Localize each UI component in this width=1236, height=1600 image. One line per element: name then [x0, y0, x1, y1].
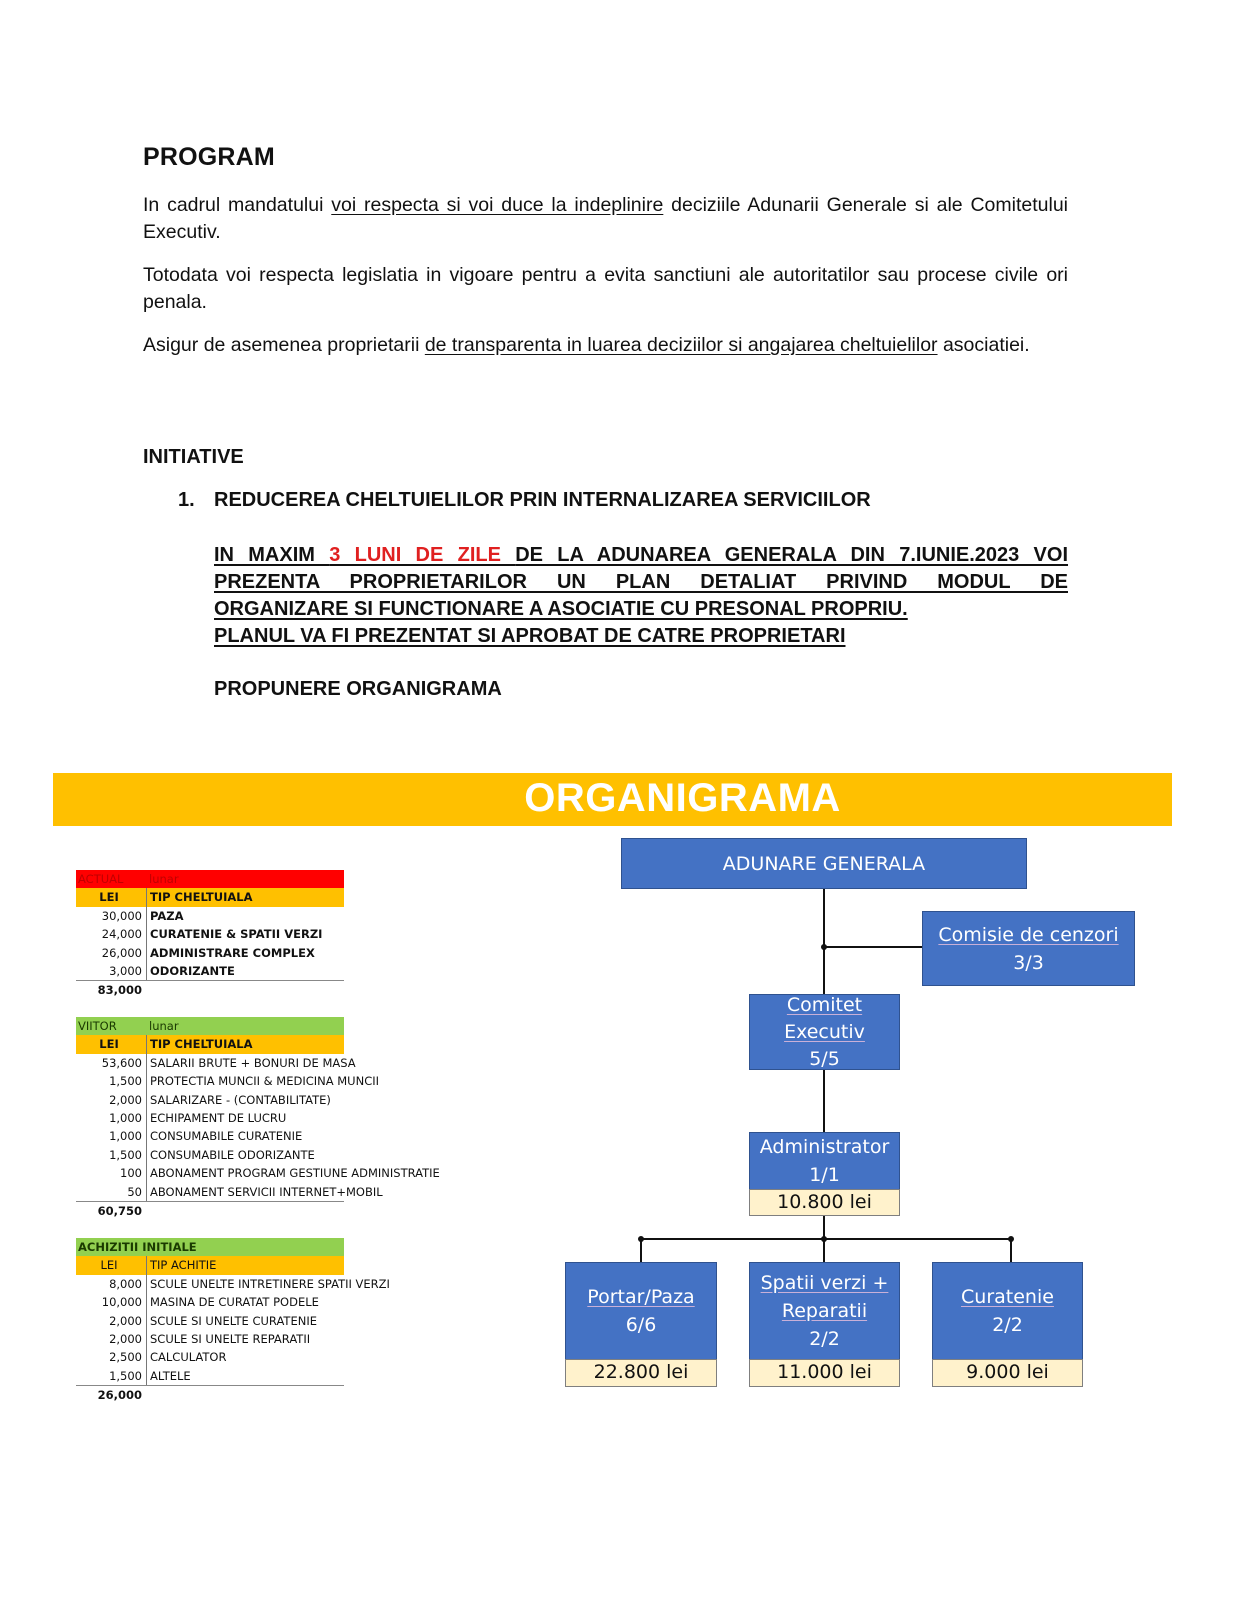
row-amount: 100 [120, 1166, 142, 1181]
row-desc: SCULE UNELTE INTRETINERE SPATII VERZI [146, 1275, 390, 1293]
org-box-administrator [749, 1132, 900, 1190]
table-row [76, 1127, 456, 1145]
org-box-title: Comitet [786, 993, 863, 1016]
table-period: lunar [149, 872, 179, 886]
row-desc: CALCULATOR [146, 1348, 226, 1366]
notice-line-2: PREZENTA PROPRIETARILOR UN PLAN DETALIAT PRIVIND MODUL DE [214, 571, 1068, 593]
table-row [76, 1293, 456, 1311]
paragraph-text: asociatiei. [937, 334, 1030, 356]
table-row [76, 1091, 456, 1109]
org-box-count: 6/6 [625, 1314, 657, 1336]
org-box-title: Spatii verzi + [760, 1272, 889, 1294]
org-box-count: 5/5 [809, 1047, 840, 1070]
table-header-label [76, 870, 344, 888]
row-amount: 2,000 [109, 1092, 142, 1107]
table-label: ACHIZITII INITIALE [78, 1240, 197, 1254]
org-box-count: 2/2 [992, 1314, 1023, 1336]
table-actual [76, 870, 456, 1000]
connector-dot [1008, 1236, 1014, 1242]
table-total [76, 981, 456, 999]
table-row [76, 1146, 456, 1164]
table-row [76, 1330, 456, 1348]
row-amount: 53,600 [101, 1055, 142, 1070]
row-amount: 1,500 [109, 1368, 142, 1383]
table-row [76, 962, 344, 981]
row-amount: 1,500 [109, 1147, 142, 1162]
program-paragraph-3 [143, 332, 1068, 359]
column-header-desc: TIP ACHITIE [146, 1256, 216, 1274]
table-row [76, 1312, 456, 1330]
connector-dot [821, 1236, 827, 1242]
item-title-text: REDUCEREA CHELTUIELILOR PRIN INTERNALIZAREA SERVICIILOR [214, 489, 871, 511]
initiative-title: INITIATIVE [143, 446, 244, 468]
program-paragraph-2 [143, 262, 1068, 316]
row-amount: 1,500 [109, 1074, 142, 1089]
table-row [76, 1164, 456, 1182]
table-label: ACTUAL [78, 872, 124, 886]
org-box-count: 3/3 [1013, 951, 1044, 974]
row-amount: 1,000 [109, 1110, 142, 1125]
org-box-curatenie [932, 1262, 1083, 1360]
row-desc: PROTECTIA MUNCII & MEDICINA MUNCII [146, 1072, 379, 1090]
initiative-notice [214, 542, 1068, 650]
notice-highlight: 3 LUNI DE ZILE [329, 544, 516, 566]
table-header-label [76, 1017, 344, 1035]
row-desc: ALTELE [146, 1367, 191, 1385]
org-box-portar-paza [565, 1262, 717, 1360]
table-row [76, 1072, 456, 1090]
paragraph-text: Totodata voi respecta legislatia in vigoare pentru a evita sanctiuni ale autoritatilor sau procese civile ori penala. [143, 264, 1068, 313]
row-desc: SALARII BRUTE + BONURI DE MASA [146, 1054, 356, 1072]
notice-line-3: ORGANIZARE SI FUNCTIONARE A ASOCIATIE CU PRESONAL PROPRIU. [214, 598, 908, 620]
row-desc: CURATENIE & SPATII VERZI [146, 925, 322, 943]
org-box-spatii-verzi [749, 1262, 900, 1360]
row-desc: MASINA DE CURATAT PODELE [146, 1293, 319, 1311]
table-total [76, 1202, 456, 1220]
item-number: 1. [178, 489, 195, 511]
row-amount: 1,000 [109, 1129, 142, 1144]
org-box-title: Executiv [784, 1020, 865, 1043]
table-row [76, 1183, 383, 1202]
connector-line [823, 946, 923, 948]
row-desc: SCULE SI UNELTE CURATENIE [146, 1312, 317, 1330]
org-box-title: Reparatii [781, 1300, 868, 1322]
paragraph-text: In cadrul mandatului [143, 194, 332, 216]
row-amount: 10,000 [101, 1295, 142, 1310]
column-header-desc: TIP CHELTUIALA [146, 1035, 253, 1053]
table-row [76, 1054, 456, 1072]
notice-line-1 [214, 542, 1068, 569]
org-cost-portar-paza: 22.800 lei [565, 1359, 717, 1387]
paragraph-underlined-text: voi respecta si voi duce la indeplinire [331, 194, 664, 216]
table-column-headers [76, 1256, 344, 1274]
organigrama-banner [53, 773, 1172, 826]
row-amount: 26,000 [101, 945, 142, 960]
table-column-headers [76, 888, 344, 906]
row-desc: SALARIZARE - (CONTABILITATE) [146, 1091, 331, 1109]
org-box-title: Portar/Paza [587, 1286, 695, 1308]
table-row [76, 1275, 456, 1293]
total-amount: 60,750 [97, 1203, 142, 1218]
connector-line [823, 1069, 825, 1132]
table-label: VIITOR [78, 1019, 117, 1033]
connector-dot [821, 944, 827, 950]
column-header-amount: LEI [99, 1037, 119, 1052]
table-achizitii [76, 1238, 456, 1405]
column-header-desc: TIP CHELTUIALA [146, 888, 253, 906]
table-row [76, 1348, 456, 1366]
notice-line-4: PLANUL VA FI PREZENTAT SI APROBAT DE CATRE PROPRIETARI [214, 625, 846, 647]
propunere-heading: PROPUNERE ORGANIGRAMA [214, 678, 502, 700]
program-paragraph-1 [143, 192, 1068, 246]
org-box-title: ADUNARE GENERALA [722, 852, 926, 875]
row-desc: ADMINISTRARE COMPLEX [146, 944, 315, 962]
row-desc: ABONAMENT PROGRAM GESTIUNE ADMINISTRATIE [146, 1164, 440, 1182]
org-cost-administrator: 10.800 lei [749, 1189, 900, 1216]
program-title: PROGRAM [143, 143, 275, 171]
paragraph-underlined-text: de transparenta in luarea deciziilor si angajarea cheltuielilor [424, 334, 938, 356]
notice-text: IN MAXIM [214, 544, 330, 566]
row-desc: SCULE SI UNELTE REPARATII [146, 1330, 310, 1348]
org-cost-spatii-verzi: 11.000 lei [749, 1359, 900, 1387]
table-viitor [76, 1017, 456, 1220]
initiative-item-title [178, 489, 871, 512]
row-desc: PAZA [146, 907, 184, 925]
table-header-label [76, 1238, 344, 1256]
org-box-title: Comisie de cenzori [938, 923, 1119, 946]
banner-title: ORGANIGRAMA [524, 776, 841, 820]
row-amount: 50 [127, 1184, 142, 1199]
org-cost-curatenie: 9.000 lei [932, 1359, 1083, 1387]
row-amount: 2,000 [109, 1313, 142, 1328]
row-amount: 2,000 [109, 1331, 142, 1346]
org-box-count: 1/1 [809, 1164, 840, 1186]
row-desc: ABONAMENT SERVICII INTERNET+MOBIL [146, 1183, 383, 1201]
paragraph-text: deciziile Adunarii Generale si ale Comitetului Executiv. [143, 194, 1068, 243]
row-amount: 24,000 [101, 927, 142, 942]
row-amount: 8,000 [109, 1276, 142, 1291]
org-box-count: 2/2 [809, 1328, 840, 1350]
row-amount: 2,500 [109, 1350, 142, 1365]
table-row [76, 1367, 344, 1386]
table-row [76, 1109, 456, 1127]
row-amount: 30,000 [101, 908, 142, 923]
org-box-adunare-generala [621, 838, 1027, 889]
row-amount: 3,000 [109, 963, 142, 978]
org-box-title: Curatenie [961, 1286, 1054, 1308]
row-desc: CONSUMABILE ODORIZANTE [146, 1146, 315, 1164]
connector-line [823, 888, 825, 995]
row-desc: CONSUMABILE CURATENIE [146, 1127, 302, 1145]
total-amount: 83,000 [97, 983, 142, 998]
connector-dot [638, 1236, 644, 1242]
table-row [76, 925, 456, 943]
table-column-headers [76, 1035, 344, 1053]
notice-text: DE LA ADUNAREA GENERALA DIN 7.IUNIE.2023 VOI [515, 544, 1069, 566]
org-box-comitet-executiv [749, 994, 900, 1070]
paragraph-text: Asigur de asemenea proprietarii [143, 334, 425, 356]
column-header-amount: LEI [99, 890, 119, 905]
org-box-title: Administrator [759, 1136, 890, 1158]
total-amount: 26,000 [97, 1388, 142, 1403]
table-total [76, 1386, 456, 1404]
table-period: lunar [149, 1019, 179, 1033]
table-row [76, 944, 456, 962]
row-desc: ODORIZANTE [146, 962, 235, 980]
column-header-amount: LEI [100, 1258, 118, 1273]
table-row [76, 907, 456, 925]
org-box-comisie-cenzori [922, 911, 1135, 986]
row-desc: ECHIPAMENT DE LUCRU [146, 1109, 286, 1127]
